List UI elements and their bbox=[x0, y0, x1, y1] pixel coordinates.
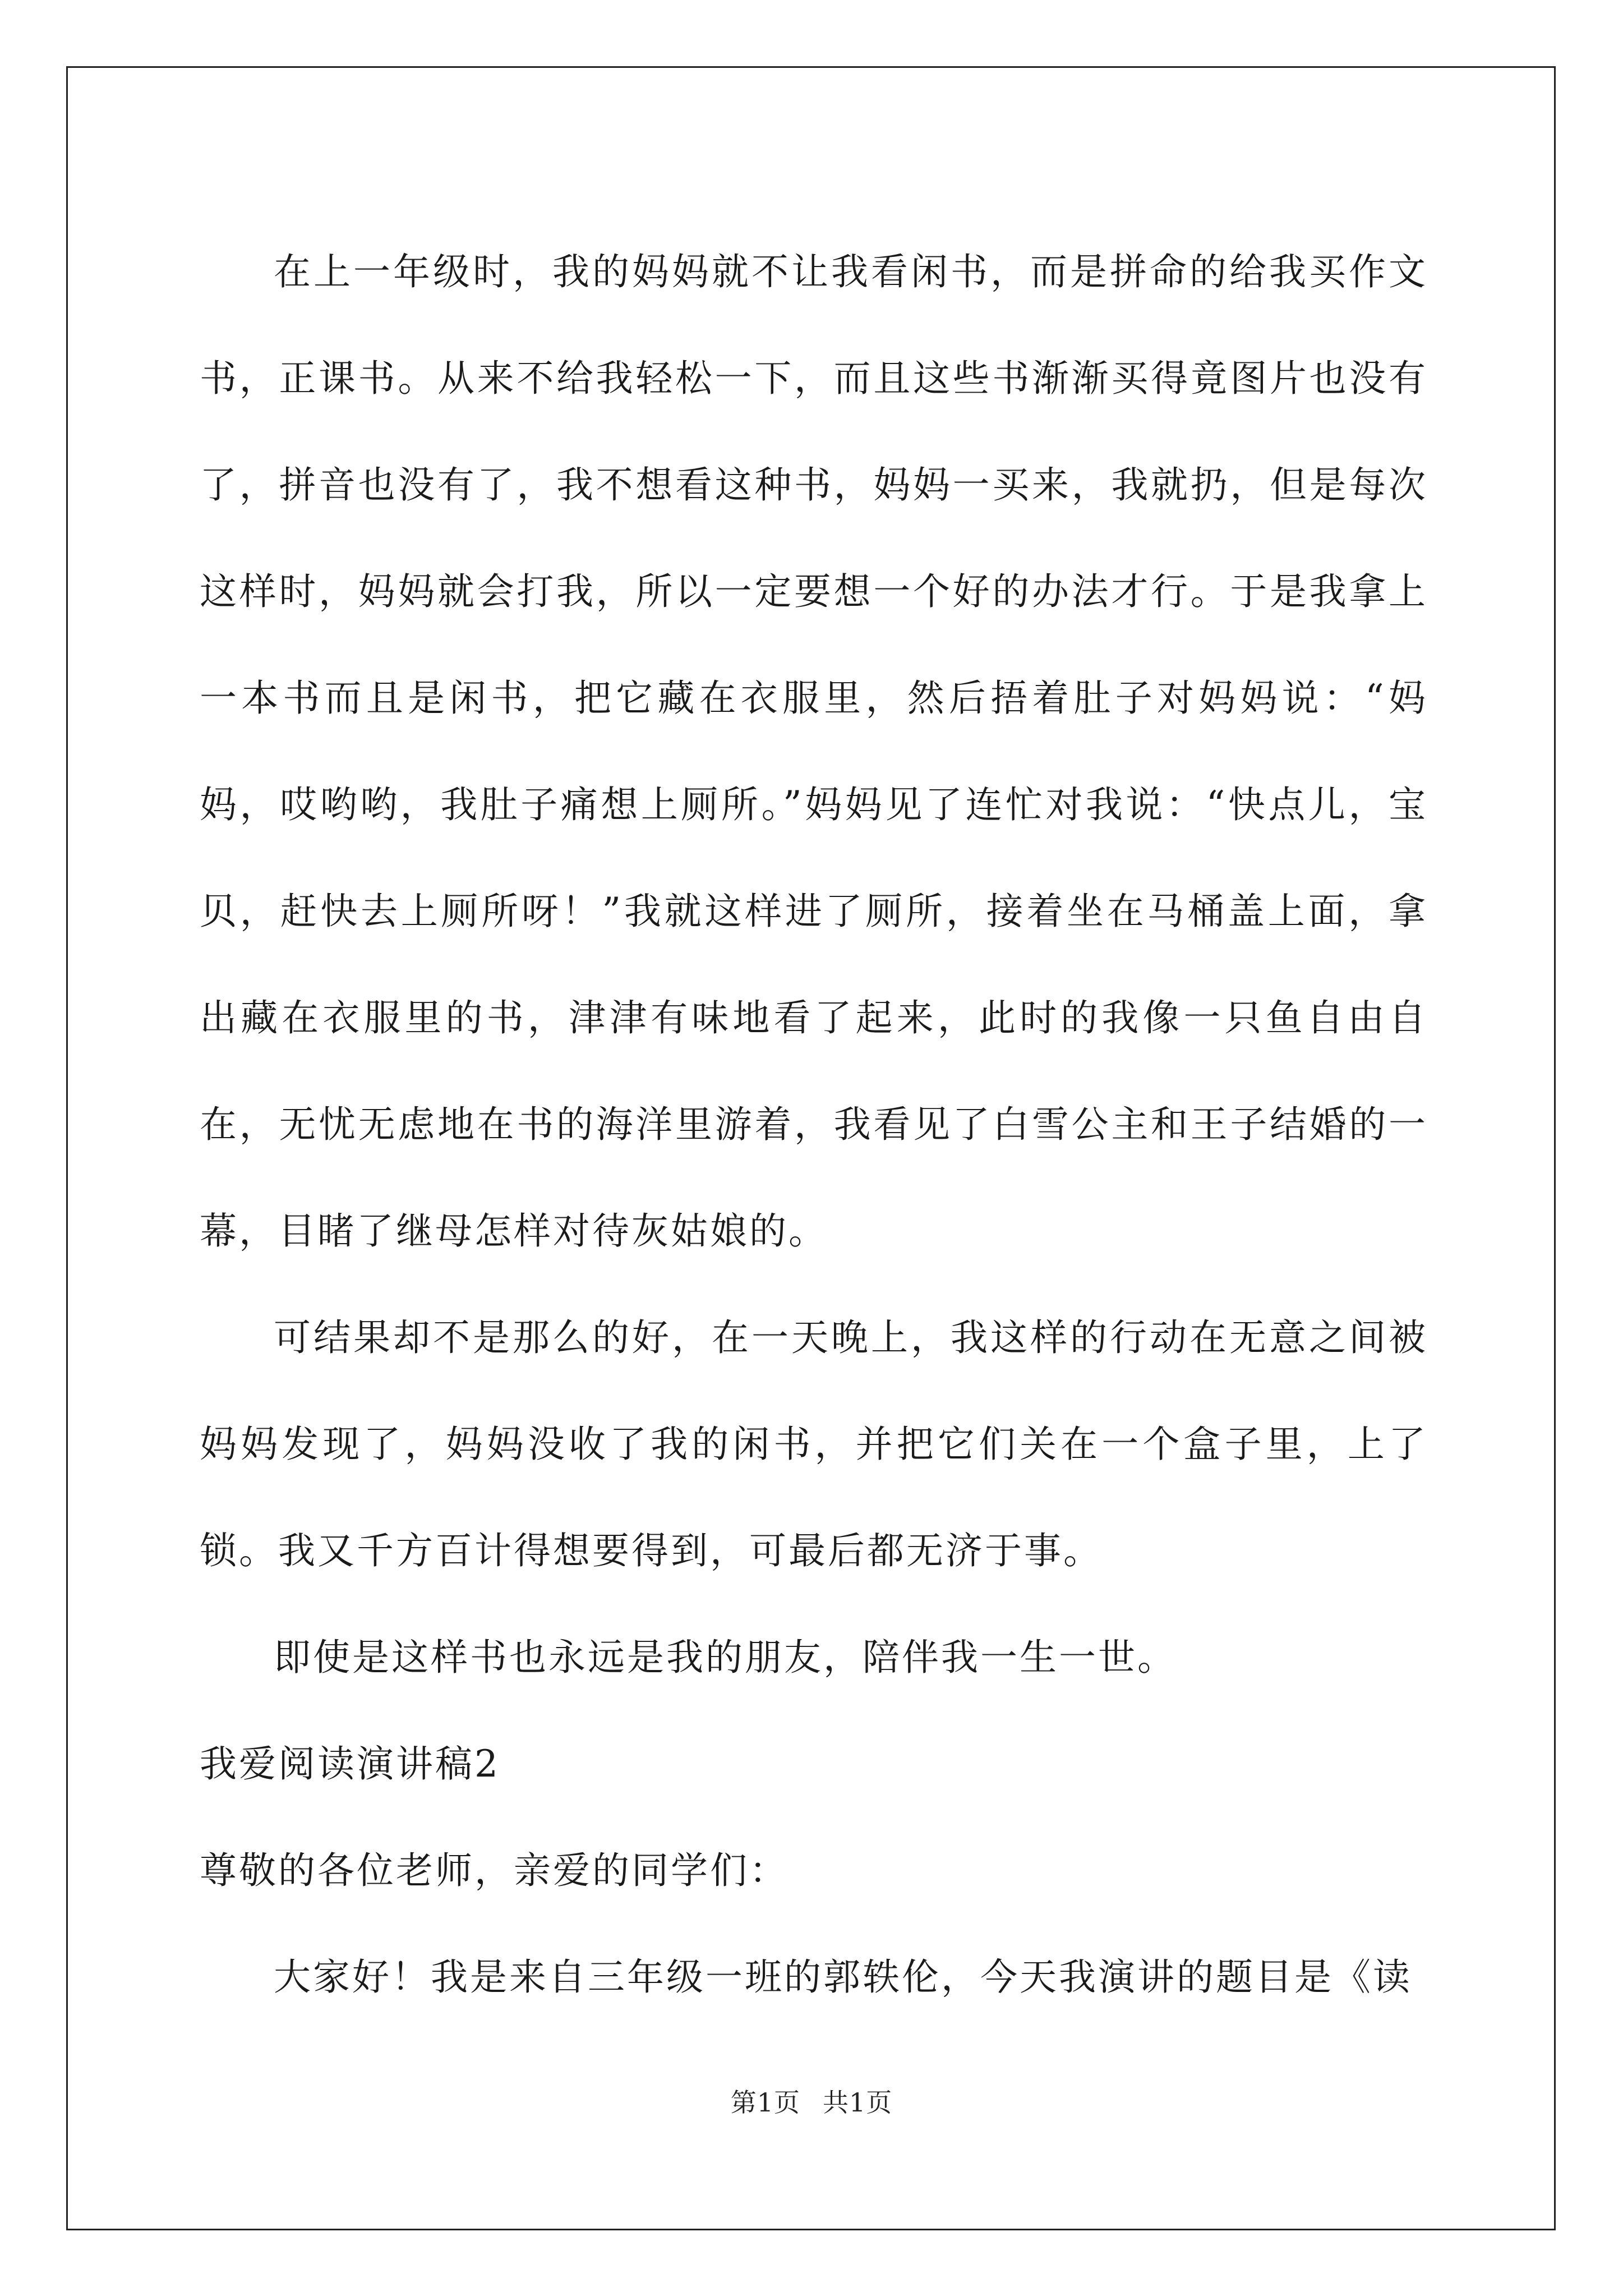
paragraph-1: 在上一年级时，我的妈妈就不让我看闲书，而是拼命的给我买作文书，正课书。从来不给我轻松一下，而且这些书渐渐买得竟图片也没有了，拼音也没有了，我不想看这种书，妈妈一买来，我就扔，但是每次这样时，妈妈就会打我，所以一定要想一个好的办法才行。于是我拿上一本书而且是闲书，把它藏在衣服里，然后捂着肚子对妈妈说：“妈妈，哎哟哟，我肚子痛想上厕所。”妈妈见了连忙对我说：“快点儿，宝贝，赶快去上厕所呀！”我就这样进了厕所，接着坐在马桶盖上面，拿出藏在衣服里的书，津津有味地看了起来，此时的我像一只鱼自由自在，无忧无虑地在书的海洋里游着，我看见了白雪公主和王子结婚的一幕，目睹了继母怎样对待灰姑娘的。 bbox=[200, 250, 1428, 1253]
document-body bbox=[200, 219, 1428, 2031]
paragraph-3: 即使是这样书也永远是我的朋友，陪伴我一生一世。 bbox=[274, 1636, 1177, 1679]
page-footer bbox=[0, 2082, 1623, 2119]
page-number-total: 共1页 bbox=[823, 2087, 893, 2118]
paragraph-2: 可结果却不是那么的好，在一天晚上，我这样的行动在无意之间被妈妈发现了，妈妈没收了我的闲书，并把它们关在一个盒子里，上了锁。我又千方百计得想要得到，可最后都无济于事。 bbox=[200, 1316, 1428, 1572]
section-heading: 我爱阅读演讲稿2 bbox=[200, 1742, 500, 1786]
paragraph-4: 大家好！我是来自三年级一班的郭轶伦，今天我演讲的题目是《读 bbox=[274, 1955, 1412, 1999]
salutation: 尊敬的各位老师，亲爱的同学们： bbox=[200, 1849, 789, 1892]
page-number-current: 第1页 bbox=[730, 2087, 800, 2118]
